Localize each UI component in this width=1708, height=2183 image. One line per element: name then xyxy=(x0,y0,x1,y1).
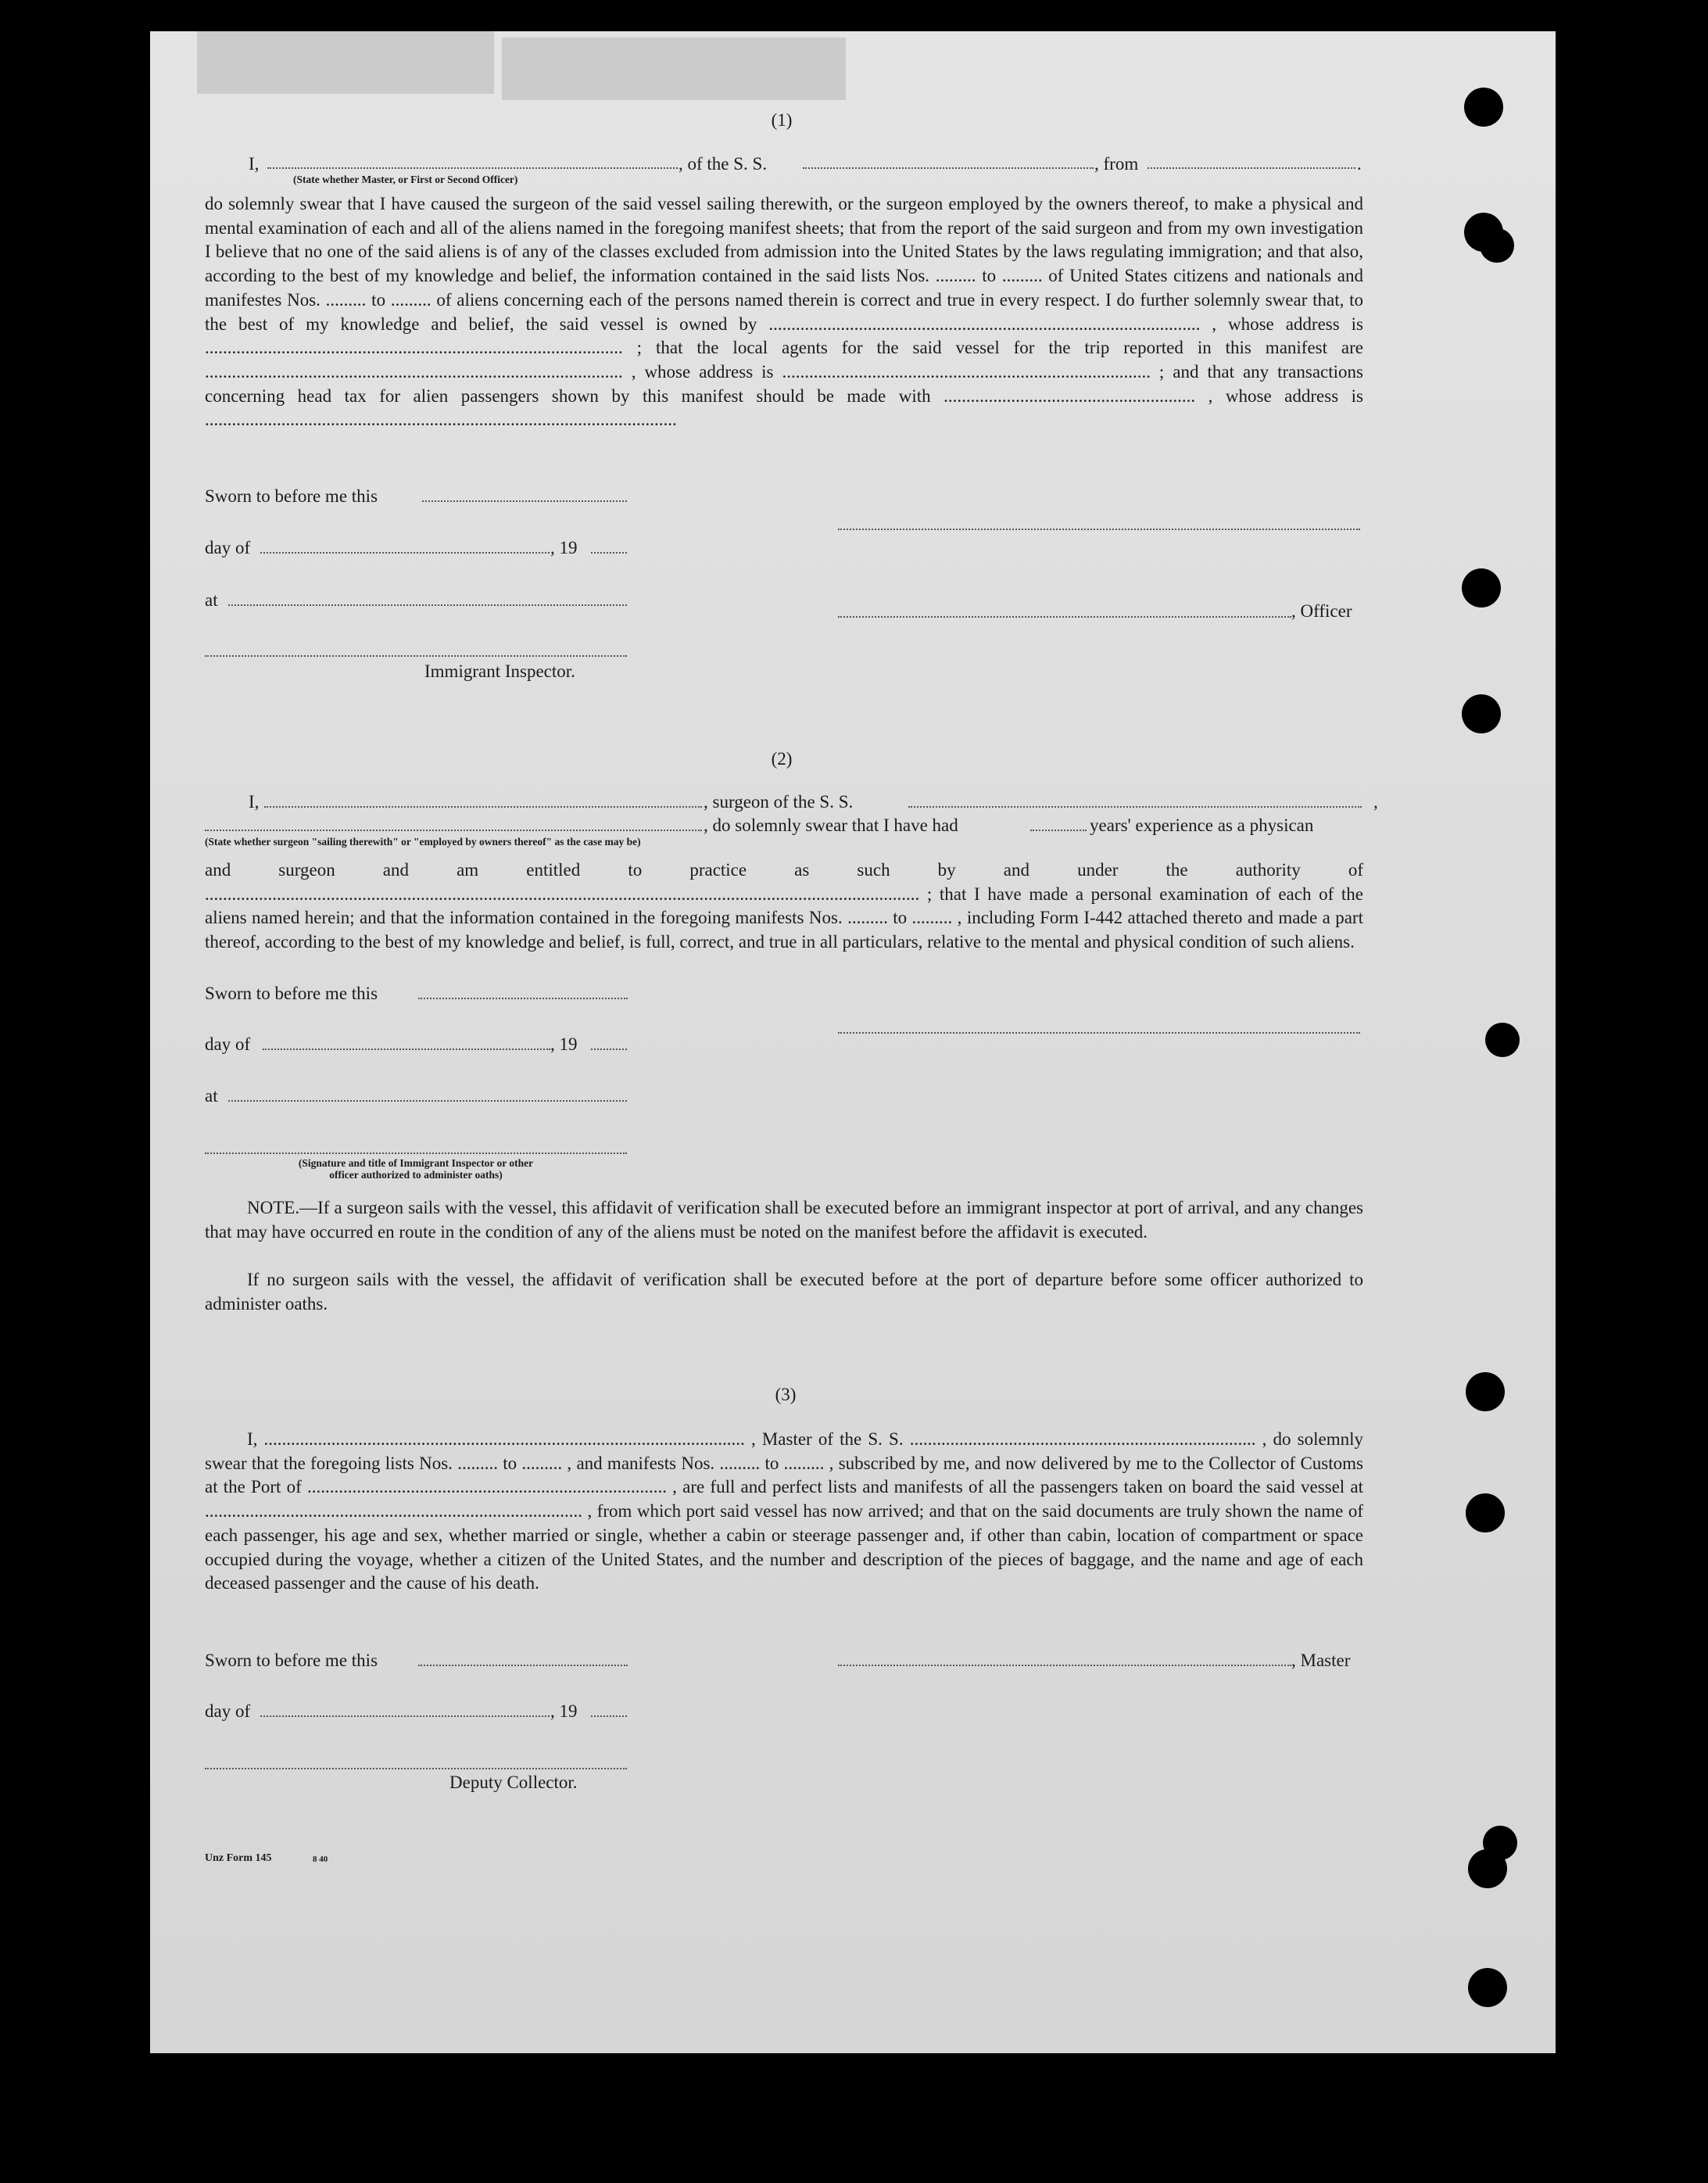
day-of-label: day of xyxy=(205,538,251,557)
binder-hole xyxy=(1464,88,1503,127)
deputy-collector-label: Deputy Collector. xyxy=(449,1773,578,1792)
line-end: . xyxy=(1357,154,1362,174)
sworn-label: Sworn to before me this xyxy=(205,1651,378,1670)
year-field[interactable] xyxy=(591,1048,627,1050)
surgeon-status-field[interactable] xyxy=(205,830,702,831)
section-1-lead: I, xyxy=(249,154,260,174)
surgeon-signature-field[interactable] xyxy=(838,1032,1360,1034)
from-label: , from xyxy=(1094,154,1139,174)
master-signature-field[interactable] xyxy=(838,1665,1291,1666)
month-field[interactable] xyxy=(263,1048,550,1050)
binder-hole xyxy=(1480,228,1514,263)
officer-rank-field[interactable] xyxy=(267,167,678,169)
officer-caption: (State whether Master, or First or Second Officer) xyxy=(293,174,518,185)
sworn-day-field[interactable] xyxy=(418,998,628,999)
day-of-label: day of xyxy=(205,1701,251,1721)
section-2-lead: I, xyxy=(249,792,260,812)
officer-label: , Officer xyxy=(1291,601,1352,621)
note-1: NOTE.—If a surgeon sails with the vessel, this affidavit of verification shall be executed before an immigrant inspector at port of arrival, and any changes that may have occurred en route in the condition of any of the aliens must be noted on the manifest before the affidavit is executed. xyxy=(205,1198,1363,1242)
place-field[interactable] xyxy=(228,604,627,606)
sworn-label: Sworn to before me this xyxy=(205,486,378,506)
line-end: , xyxy=(1373,792,1378,812)
binder-hole xyxy=(1462,694,1501,733)
year-field[interactable] xyxy=(591,552,627,554)
surgeon-name-field[interactable] xyxy=(264,806,702,808)
binder-hole xyxy=(1468,1849,1507,1888)
place-field[interactable] xyxy=(228,1100,627,1102)
year-label: , 19 xyxy=(550,1034,578,1054)
day-of-label: day of xyxy=(205,1034,251,1054)
collector-signature-field[interactable] xyxy=(205,1768,627,1769)
inspector-signature-field[interactable] xyxy=(205,655,627,657)
at-label: at xyxy=(205,590,218,610)
year-label: , 19 xyxy=(550,538,578,557)
year-label: , 19 xyxy=(550,1701,578,1721)
sworn-day-field[interactable] xyxy=(422,500,627,502)
section-1-paragraph: do solemnly swear that I have caused the surgeon of the said vessel sailing therewith, or the surgeon employed by the owners thereof, to make a physical and mental examination of each and all of the aliens named in the foregoing manifest sheets; that from the report of the said surgeon and from my own investigation I believe that no one of the said aliens is of any of the classes excluded from admission into the United States by the laws regulating immigration; and that also, according to the best of my knowledge and belief, the information contained in the said lists Nos. ......... to ......... of United States citizens and nationals and manifestes Nos. ......... to ......... of aliens concerning each of the persons named therein is correct and true in every respect. I do further solemnly swear that, to the best of my knowledge and belief, the said vessel is owned by ................................................................................................ , whose address is ............................................................................................. ; that the local agents for the said vessel for the trip reported in this manifest are ............................................................................................. , whose address is .................................................................................. ; and that any transactions concerning head tax for alien passengers shown by this manifest should be made with ........................................................ , whose address is ......................................................................................................... xyxy=(205,194,1363,430)
year-field[interactable] xyxy=(591,1715,627,1717)
master-signature-field[interactable] xyxy=(838,529,1360,530)
from-port-field[interactable] xyxy=(1148,167,1355,169)
month-field[interactable] xyxy=(260,552,550,554)
binder-hole xyxy=(1466,1493,1505,1532)
signature-caption-2: officer authorized to administer oaths) xyxy=(329,1169,503,1181)
binder-hole xyxy=(1466,1372,1505,1411)
sworn-day-field[interactable] xyxy=(418,1665,628,1666)
section-1-heading: (1) xyxy=(771,110,793,130)
officer-signature-field[interactable] xyxy=(838,616,1291,618)
inspector-label: Immigrant Inspector. xyxy=(424,661,575,681)
surgeon-of-ss-label: , surgeon of the S. S. xyxy=(704,792,854,812)
binder-hole xyxy=(1468,1968,1507,2007)
years-field[interactable] xyxy=(1030,830,1087,831)
master-label: , Master xyxy=(1291,1651,1351,1670)
at-label: at xyxy=(205,1086,218,1106)
binder-hole xyxy=(1462,568,1501,608)
tape-remnant xyxy=(197,31,494,94)
sworn-label: Sworn to before me this xyxy=(205,984,378,1003)
month-field[interactable] xyxy=(260,1715,550,1717)
section-3-heading: (3) xyxy=(775,1385,797,1404)
form-code: 8 40 xyxy=(313,1855,328,1864)
binder-hole xyxy=(1485,1023,1520,1057)
years-label: years' experience as a physican xyxy=(1090,815,1314,835)
tape-remnant xyxy=(502,38,846,100)
section-3-body: I, ........................................................................................................... , Master of the S. S. ............................................................................. , do solemnly swear that the foregoing lists Nos. ......... to ......... , and manifests Nos. ......... to ......... , subscribed by me, and now delivered by me to the Collector of Customs at the Port of ................................................................................ , are full and perfect lists and manifests of all the passengers taken on board the said vessel at .................................................................................... , from which port said vessel has now arrived; and that on the said documents are truly shown the name of each passenger, his age and sex, whether married or single, whether a cabin or steerage passenger and, if other than cabin, location of compartment or space occupied during the voyage, whether a citizen of the United States, and the number and description of the pieces of baggage, and the name and age of each deceased passenger and the cause of his death. xyxy=(205,1429,1363,1593)
inspector-signature-field[interactable] xyxy=(205,1152,627,1154)
section-2-heading: (2) xyxy=(771,749,793,769)
surgeon-caption: (State whether surgeon "sailing therewith" or "employed by owners thereof" as the case may be) xyxy=(205,836,641,848)
of-ss-label: , of the S. S. xyxy=(679,154,768,174)
surgeon-vessel-field[interactable] xyxy=(908,806,1362,808)
form-number: Unz Form 145 xyxy=(205,1852,272,1864)
section-2-body: and surgeon and am entitled to practice as such by and under the authority of ............................................................................................................................................................... ; that I have made a personal examination of each of the aliens named herein; and that the information contained in the foregoing manifests Nos. ......... to ......... , including Form I-442 attached thereto and made a part thereof, according to the best of my knowledge and belief, is full, correct, and true in all particulars, relative to the mental and physical condition of such aliens. xyxy=(205,860,1363,952)
vessel-name-field[interactable] xyxy=(803,167,1094,169)
signature-caption-1: (Signature and title of Immigrant Inspector or other xyxy=(298,1157,534,1169)
section-1-body xyxy=(205,192,1363,432)
swear-label: , do solemnly swear that I have had xyxy=(704,815,958,835)
note-2: If no surgeon sails with the vessel, the affidavit of verification shall be executed before at the port of departure before some officer authorized to administer oaths. xyxy=(205,1270,1363,1314)
